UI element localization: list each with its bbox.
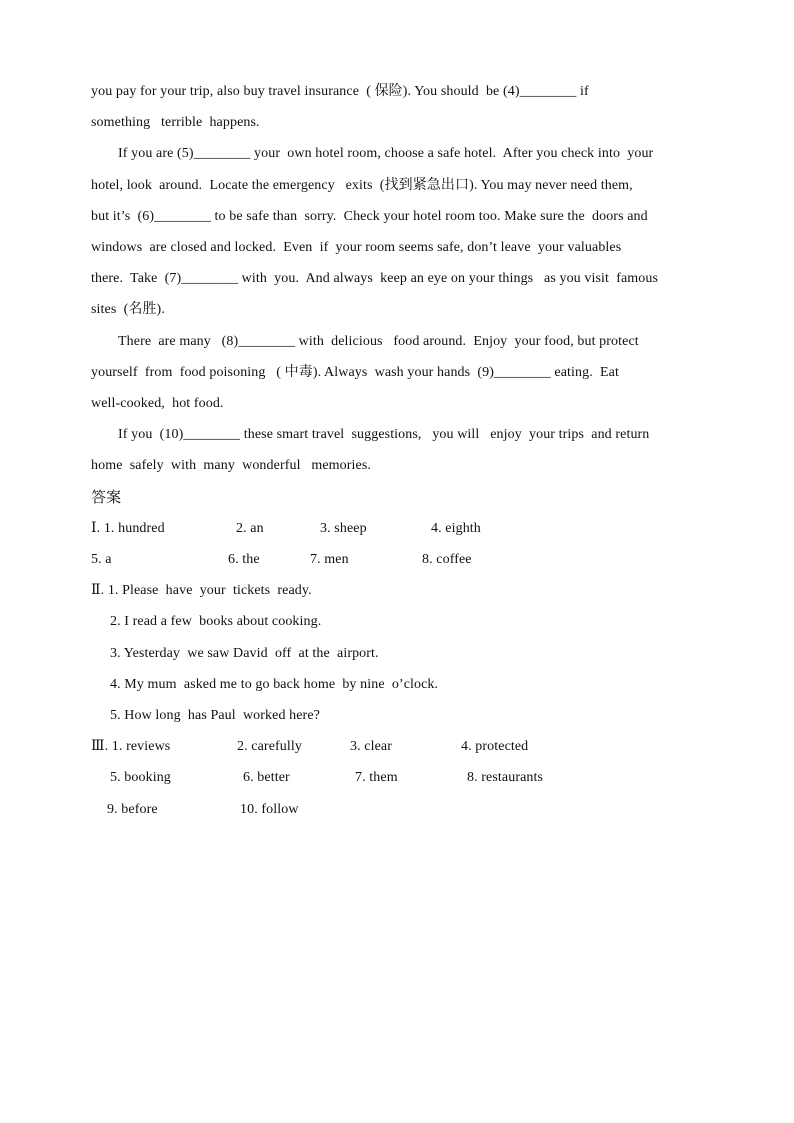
answer-item: 5. booking — [110, 770, 171, 785]
answer-item: 6. better — [243, 770, 290, 785]
answer-item: 10. follow — [240, 802, 299, 817]
passage-line: something terrible happens. — [91, 115, 260, 130]
passage-line: sites (名胜). — [91, 302, 165, 317]
answer-item: 3. clear — [350, 739, 392, 754]
answer-item: Ⅲ. 1. reviews — [91, 739, 171, 754]
answer-item: 8. coffee — [422, 552, 472, 567]
answer-item: 3. sheep — [320, 521, 367, 536]
answer-item: 5. a — [91, 552, 112, 567]
answer-item: 8. restaurants — [467, 770, 544, 785]
passage-line: windows are closed and locked. Even if your room seems safe, don’t leave your valuables — [91, 240, 622, 255]
passage-line: but it’s (6)________ to be safe than sorry. Check your hotel room too. Make sure the doors and — [91, 209, 648, 224]
answer-sentence: Ⅱ. 1. Please have your tickets ready. — [91, 583, 312, 598]
answer-item: 2. an — [236, 521, 264, 536]
answer-item: 6. the — [228, 552, 260, 567]
answer-sentence: 2. I read a few books about cooking. — [110, 614, 322, 629]
passage-line: If you are (5)________ your own hotel room, choose a safe hotel. After you check into your — [118, 146, 654, 161]
passage-line: you pay for your trip, also buy travel insurance ( 保险). You should be (4)________ if — [91, 84, 589, 99]
passage-line: hotel, look around. Locate the emergency exits (找到紧急出口). You may never need them, — [91, 178, 633, 193]
passage-line: well-cooked, hot food. — [91, 396, 224, 411]
passage-line: yourself from food poisoning ( 中毒). Always wash your hands (9)________ eating. Eat — [91, 365, 619, 380]
passage-line: There are many (8)________ with delicious food around. Enjoy your food, but protect — [118, 334, 639, 349]
answer-item: 4. eighth — [431, 521, 481, 536]
answer-item: Ⅰ. 1. hundred — [91, 521, 165, 536]
answers-heading: 答案 — [91, 490, 122, 506]
answer-sentence: 4. My mum asked me to go back home by nine o’clock. — [110, 677, 439, 692]
answer-item: 2. carefully — [237, 739, 302, 754]
answer-item: 7. men — [310, 552, 349, 567]
answer-sentence: 5. How long has Paul worked here? — [110, 708, 320, 723]
passage-line: there. Take (7)________ with you. And always keep an eye on your things as you visit famous — [91, 271, 659, 286]
passage-line: If you (10)________ these smart travel suggestions, you will enjoy your trips and return — [118, 427, 650, 442]
passage-line: home safely with many wonderful memories. — [91, 458, 371, 473]
answer-item: 4. protected — [461, 739, 529, 754]
answer-item: 7. them — [355, 770, 398, 785]
answer-item: 9. before — [107, 802, 158, 817]
answer-sentence: 3. Yesterday we saw David off at the airport. — [110, 646, 379, 661]
